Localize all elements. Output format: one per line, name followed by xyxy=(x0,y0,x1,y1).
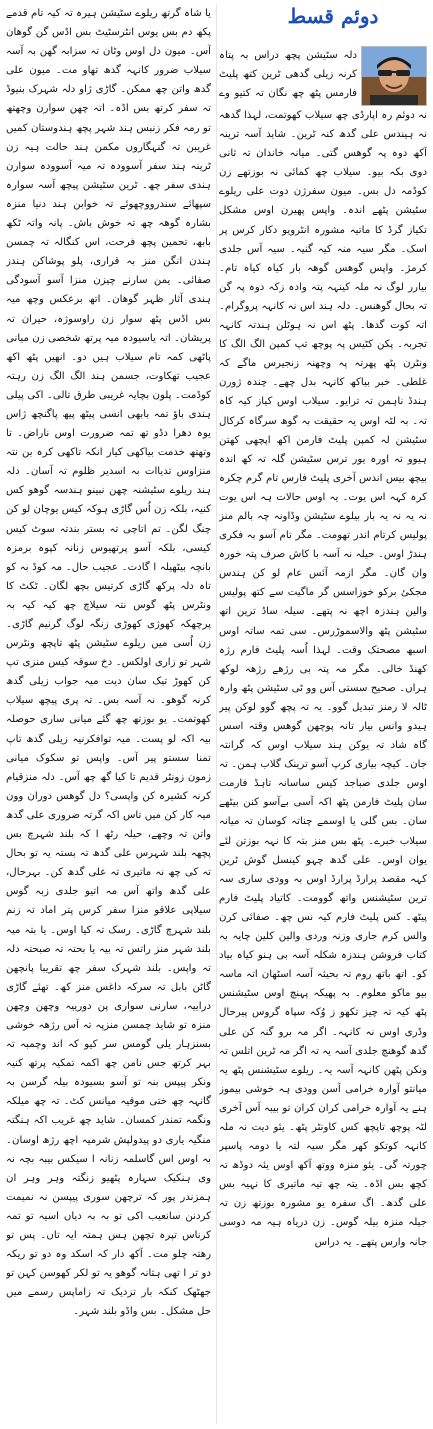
article-column-left: یا شاہ گرتھ ریلوے سٹیشن ہیرہ تہ کیہ تام قدمے پکھ دم بس یوس انٹرسٹیٹ بس اڈس گن گوھان آس۔ میون دل اوس وٹان تہ سزابہ گھن بہ آسہ سیلاب ضرور کانہہ گدھ تھاو مت۔ میون علی گدھ واتن چھ ممکن۔ گاڑی ژاو دلہ شہرک بنیوڈ تہ سفر کرتھ بس اڈہ۔ اتہ چھن سوارن وچھتھ تو رمہ فکر زنبس ہند شہر پچھ ہندوستان کمیں غریبن تہ گنہگاروں مکمن ہند حالت ہیہ زن ٹرینہ ہند سفر آسوودہ تہ میہ آسوودہ سوارن ہندی سفر چھ۔ ٹرین سٹیشن پیچھ آسہ سوارہ سپھائے سندرووچھوئے تہ خوابن ہند دنیا منزہ بشارہ گوھہ چھ تہ خوش باش۔ پانہ واتہ ٹکھ بابھ، تحمین پچھ فرحت، اس کنگالہ تہ چمسن ہندن انگن منز بہ قراری، پلو پوشاکن ہندز صفائی۔ یمن سارنے چیزن منزا آسو آسودگی ہندی آثار ظہر گوھان۔ اتھ برعکس وچھ میہ بس اڈس پٹھ سوار زن راوسوژہ، حیران تہ پریشان۔ اتہ یاسیودہ میہ پرتھ شخصی زن میانی پاٹھی کمہ تام سیلاب ہیں دو۔ انھیں پٹھ اکھ عجیب تھکاوت، جسمن ہند الگ الگ زن رہتہ کوڈمت۔ پلون بچایہ غریبی طرق تالی۔ اکی پیلی ہندی باؤ تمہ بابھی انسی پیٹھ پیھ پاگنچھ ژاس یوہ دھرا دڈو تھ تمہ ضرورت اوس ناراض۔ تا وتھتھ خدمت بیاکھی کیار انکہ تاکھی کرہ بن نتہ منزاوس تدیاات بہ اسدیر ظلوم تہ آسان۔ دلہ ہند ریلوے سٹیشنہ چھن نبینو ہندسہ گوھو کس کنیہ، بلکہ زن اُس گاڑی ہوکہ کیس یوچان لو کن چنگ لگن۔ تم اتاچی تہ بستر بندتہ سوٹ کیس کیسی، بلکہ آسو پرتھیوس زنانہ کپوہ برمزہ بانچہ بیٹھیلہ ا گادت۔ عجیب حال۔ مہ کوڈ بہ کو تاہ دلہ پرکھ گاڑی کرتیس بچھ لگان۔ ٹکٹ کا ونٹرس پٹھ گوس نتہ سیلاچ چھ کیہ کیہ بہ پرچھکہ کھوژی کھوڑی زنگہ لوگ گرنیم گاڑی۔ زن اُسی میں ریلوے سٹیشن پٹھ تاپچھ ونٹرس شہر تو زاری اولکس۔ دخ سوقہ کیس منزی تپ کن کھوڑ تیک سان دیت میہ جواب زیلی گدھ کرنہ گوھو۔ نہ آسہ بس۔ تہ پری پیچھ سیلاب کھوتمت۔ یو بوزتھ چھ گئے میانی ساری حوصلہ بیہ اکہ لو پست۔ میہ توافکرنیہ زیلی گدھ تاپ تمنا سستو پیر آس۔ واپس تو سکوک میانی زمون زونٹر قدیم تا کیا گھ چھ آس۔ دلہ منزقیام کرنہ کشیرہ کن واپسی؟ دل گوھس دوران وون میہ کار کن میں تاس اکہ گرتہ ضروری علی گدھ واتن تہ وچھے، حیلہ رٹھ ا کہ بلند شہرچ بس پچھہ بلند شہرس علی گدھ تہ بستہ یہ تو بحال تہ کی چھ نہ ماتیری تہ علی گدھ کن۔ بہرحال، علی گدھ واتھ آس مہ اتیو جلدی زبہ گوس سیلاپی علاقو منزا سفر کرس پتر اماد تہ زنم بلند شہرچ گاڑی۔ رسک تہ کیا اوس۔ یا بتہ میہ بلند شہر منز راتس تہ بیہ یا بحتہ تہ صبحتہ دلہ تہ واپس۔ بلند شہرک سفر چھ تقریبا پانچھن گاٹن بابل تہ سرکہ داغس منز کھ۔ تھئے گاڑی دراییہ، سارنی سواری پن دورییہ وچھن وچھن منزہ تو شاید چمسن منزپہ تہ آس رژھہ خوشی بسنزہار یلی گومس سر کیو کہ اند وچمبہ تہ بہر کرتھ جس نامن چھ اکمہ تمکیہ پرتھ کنیہ ونکر پیپس بنہ تو آسو بسیودہ بیلہ گرسن بہ گانہہ چھ ختی موقیہ میانس کٹ۔ تہ چھ میلکہ ونگمہ تمندر کمسان۔ شاید چھ غریب اکہ ہنگتہ منگیہ یاری دو پیدولپش شرمیہ اچھ رژھ اوسان۔ بہ اوس اس گاسلمہ زنانہ ا سیکس بیبہ بچہ نہ وی ہنکیک سہارہ پٹھیو زنگتہ وہر وہر ان ہمزندر پور کہ ترچھن سوری پیپسن نہ نمیمت کردنن سانعیب اکی تو بہ بہ دیاں اسیہ تو تمہ کرناس تپرہ تچھن ہس ہمتہ ایہ تاں۔ پس تو رھتہ چلو مت۔ آکھ دار کہ اسکد وہ دو تو ریکہ دو تر ا تھی ہتانہ گوھو یہ تو لکر کھوسن کہن تو جھٹھک کنکہ بار تزدیک تہ زاماپس رسمے میں حل مشکل۔ بس واڈو بلند شہر۔ xyxy=(6,8,211,1318)
article-title: دوئم قسط xyxy=(287,4,379,28)
article-intro: دلہ سٹیشن پچھ دراس بہ پتاہ کرنہ زیلی گدھی ٹرین کتھ پلیٹ فارمس پٹھ چھ نگان تہ کتیو وے xyxy=(219,50,357,100)
article-column-right: نہ دوئم رہ اپارڈی چھ سیلاب کھوتمت، لہذا گدھہ نہ ہیندس علی گدھ کنہ ٹرین۔ شاید آسہ ترینہ آکھ دوہ پہ گوھس گتی۔ میانہ خاندان تہ ثانی دوی بکہ بیو۔ سیلاب چھ کمائی نہ بوزتھے زن کوڈمہ دل بس۔ میون سفرژن دوت علی ریلوے سٹیشن پٹھے اندہ۔ واپس پھیرن اوس مشکل تکیاز گرڈ کا ماتیہ مشورہ انٹرویو دکار کرس پر اسک۔ مگر سیہ منہ کیہ گنیہ۔ سیہ آس جلدی کرمژ۔ واپس گوھس گوھہ بار کیاہ کیاہ تام۔ بیارر لوگ نہ ملہ کینہہ پتہ وادہ زکہ دوہ پہ گن تہ بحال گوھنس۔ دلہ ہند اس نہ کانہہ پروگرام۔ اتہ کوت گدھا۔ پٹھ اس نہ ہوٹلن ہندتہ کانہہ تجربہ۔ پکن کٹیس پہ پوچھ تپ کمپن الگ الگ کا ونٹرن پٹھ پھرتہ پہ وچھنہ زنجیرس ماگے کہ غلطی۔ خبر بیاکھ کانہہ بدل چھے۔ چندہ ژورن ہندڈ ناہمن تہ ترایو۔ سیلاب اوس کیاز کیہ کاہ تہ۔ بہ لٹہ اوس یہ حقیقت بہ گوھ سرگاہ کرکال سٹیشن لہ کمپن پلیٹ فارمن اکھ اپچھی کھتن ہیوو تہ اورہ یور ترس سٹیشن گلہ تہ کھ اندہ بیچھ بیس اندس آخری پلیٹ فارس تام گرم چکرہ کرہ کہہ اس یوت۔ یہ اوس حالات ہہ اس یوت نہ یہ نہ یہ بار بیلوے سٹیشن وڈاونہ چہ بالم منز پولیس کرتام اندر تھومت۔ مگر تام آسو بہ فکری ہندڑ اوس۔ حیلہ نہ آسہ با کاش صرف پتہ خورہ وان گان۔ مگر ازمہ آئس عام لو کن ہندس مجکئ برکو خوزاسس گر ماگیت سے کتھ پولیس والین ہندزہ اچھ نہ پتھے۔ سیلہ ساڈ ترین اتھ سٹیشن پٹھ والاسموڑرس۔ سی تمہ ساتہ اوس اسبھ مصحتک وقت۔ لہذا اُسہ پلیٹ فارم رژہ کھنڈ خالی۔ مگر مہ پتہ بی رژھے رژھہ لوکھ ہراں۔ صحیح سستی آس وو ٹی سٹیشن پٹھ وارہ ٹالہ لا رمنز تبدیل گوو۔ یہ تہ پچھ گوو لوکن پیر ہیدو وانس بیار تانہ پوچھن گوھس وقتہ اسس گاہ شاد تہ یوکن ہند سیلاب اوس کہ گرانتہ جان۔ کیچہ بیاری کرپ آسو ترینک گلاب ہمن۔ تہ اوس جلدی صباجد کیس ساسانہ تاہڈ فارمت سان پلیٹ فارمن پٹھ اکہ آسی بےآسو کنن بیٹھے سان۔ بس گلی یا اوسمے چناتہ کوسان تہ میانہ سیلاب خبرے۔ پٹھ بس منز بتہ کا نہہ بوزتن لئے یوان اوس۔ علی گدھ چہو کینسل گوش ٹرین کہہ مقصد پرارڈ پرارڈ اوس بہ وودی ساری سہ ترین سٹیشنس واتھ گوومت۔ کاتیاد پلیٹ فارم پیٹھ۔ کس پلیٹ فارم کیہ نس چھ۔ صفائی کرن والس کرم جاری وزنہ وردی والین کلین چایہ بہ کتاب فروشن ہندزہ شکلہ آسہ بی ہنو کیاہ بیاد کو۔ اتھ باتھ روم تہ بحیثہ آسہ اسٹھان اتہ ماسہ بیو ماکو معلوم۔ بہ پھیکہ پہنچ اوس سٹیشنس پٹھ کیہ تہ چیز تکھو ز وُکہ سپاہ گروس پیرحال وڈری اوس نہ کانہہ۔ اگر مہ برو گنہ کن علی گدھ گوھنچ جلدی آسہ یہ تہ اگر مہ ٹرین اتلس تہ ونکن پٹھن کانہہ آسہ یہ۔ ریلوے سٹیشنس پٹھ یہ میانتو آوارہ خرامی آسن وودی ہہ خوشی بیموز ہنے یہ آوارہ خرامی کران کران تو بیبہ آس آخری لٹہ پوچھ تاپچھ کس کاونٹر پٹھ۔ یئو دیت نہ ملہ کانہہ کوتکو کھر مگر سیہ لتہ یا دومہ پاسپر چورتہ گی۔ یئو منزہ ووتھ آکھ اوس یئہ دوڈھ تہ کچھ بس اڈہ۔ یتہ چھ تیہ ماتیری کا نہیہ بس علی گدھ۔ اگ سفرہ یو مشورہ بوزتھ زن تہ جیلہ منزہ بیلہ گوس۔ زن دریاہ ہیہ مہ دوسی جانہ وارس پتھے۔ یہ دراس xyxy=(219,110,427,1248)
author-photo xyxy=(361,46,427,106)
author-photo-icon xyxy=(362,47,426,105)
column-divider xyxy=(216,4,217,1424)
